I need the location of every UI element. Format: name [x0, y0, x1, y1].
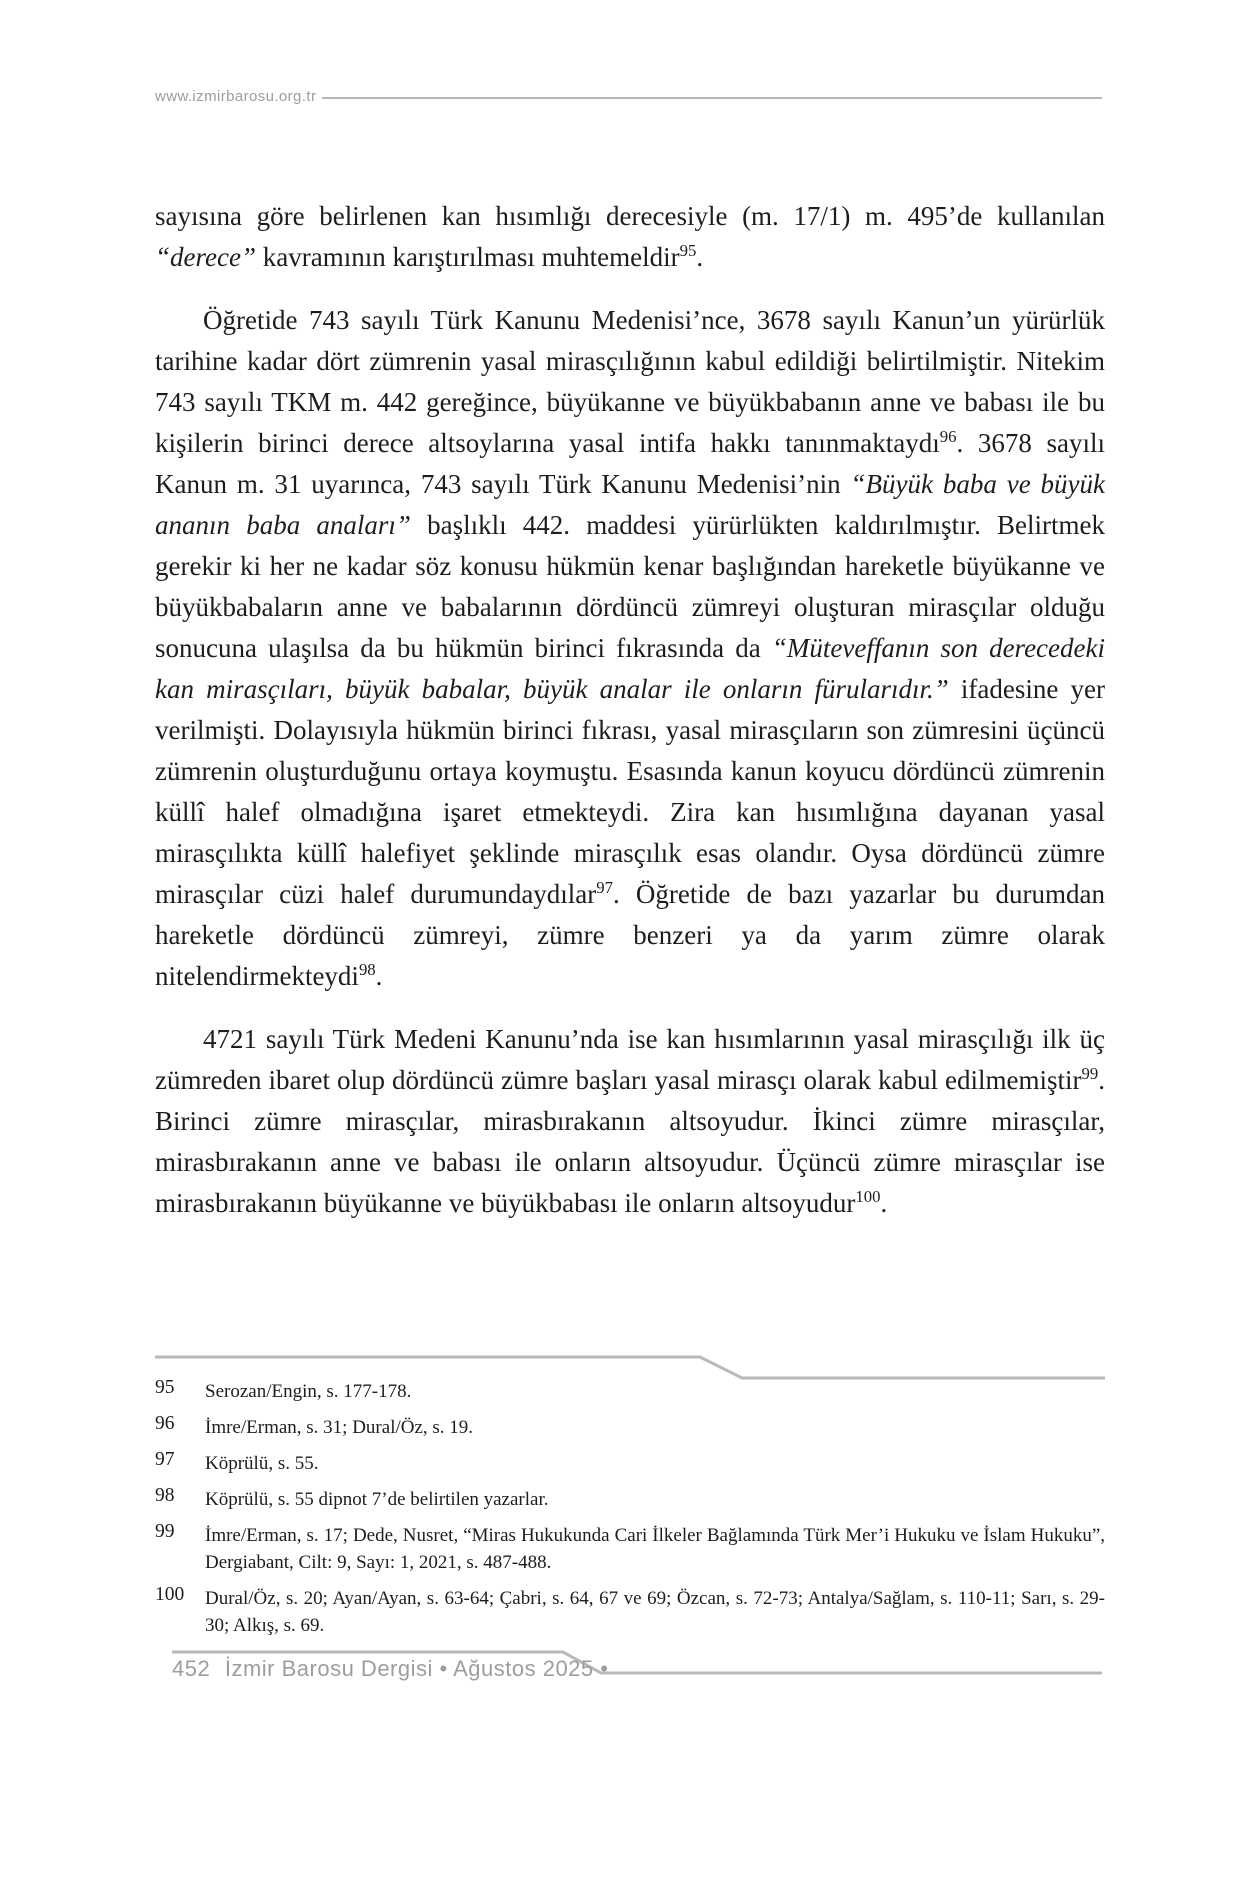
footnote-item [155, 1414, 1105, 1441]
page-number: 452 [172, 1656, 211, 1681]
paragraph [155, 300, 1105, 997]
text-run: . [375, 961, 383, 991]
footnote-text: İmre/Erman, s. 17; Dede, Nusret, “Miras Hukukunda Cari İlkeler Bağlamında Türk Mer’i Hukuku ve İslam Hukuku”, Dergiabant, Cilt: 9, Sayı: 1, 2021, s. 487-488. [205, 1525, 1105, 1573]
text-run: kavramının karıştırılması muhtemeldir [255, 242, 680, 272]
text-run: 4721 sayılı Türk Medeni Kanunu’nda ise kan hısımlarının yasal mirasçılığı ilk üç zümreden ibaret olup dördüncü zümre başları yasal mirasçı olarak kabul edilmemiştir [155, 1024, 1105, 1095]
header-website-url: www.izmirbarosu.org.tr [155, 88, 317, 105]
footnote-text: İmre/Erman, s. 31; Dural/Öz, s. 19. [205, 1417, 474, 1438]
footnote-text: Serozan/Engin, s. 177-178. [205, 1381, 412, 1402]
text-run: ifadesine yer verilmişti. Dolayısıyla hükmün birinci fıkrası, yasal mirasçıların son zümresini üçüncü zümrenin oluşturduğunu ortaya koymuştu. Esasında kanun koyucu dördüncü zümrenin küllî halef olmadığına işaret etmekteydi. Zira kan hısımlığına dayanan yasal mirasçılıkta küllî halefiyet şeklinde mirasçılık esas olandır. Oysa dördüncü zümre mirasçılar cüzi halef durumundaydılar [155, 674, 1105, 909]
text-run: başlıklı 442. maddesi yürürlükten kaldırılmıştır. Belirtmek gerekir ki her ne kadar söz konusu hükmün kenar başlığından hareketle büyükanne ve büyükbabaların anne ve babalarının dördüncü zümreyi oluşturan mirasçılar olduğu sonucuna ulaşılsa da bu hükmün birinci fıkrasında da [155, 510, 1105, 663]
footnote-reference: 95 [679, 241, 697, 260]
journal-title-line: İzmir Barosu Dergisi • Ağustos 2025 • [224, 1656, 609, 1681]
footnote-number: 99 [155, 1521, 175, 1542]
paragraph [155, 196, 1105, 278]
text-run: . [880, 1188, 888, 1218]
paragraph [155, 1019, 1105, 1224]
footnote-item [155, 1450, 1105, 1477]
footnote-item [155, 1585, 1105, 1639]
footnote-number: 96 [155, 1413, 175, 1434]
footnote-item [155, 1522, 1105, 1576]
footnote-item [155, 1486, 1105, 1513]
footnote-reference: 100 [855, 1187, 881, 1206]
text-run: “Müteveffanın son derecedeki kan mirasçıları, büyük babalar, büyük analar ile onların fürularıdır.” [155, 633, 1105, 704]
footnote-text: Köprülü, s. 55. [205, 1453, 319, 1474]
footnote-reference: 97 [596, 878, 614, 897]
text-run: “Büyük baba ve büyük ananın baba anaları” [155, 469, 1105, 540]
footnote-text: Dural/Öz, s. 20; Ayan/Ayan, s. 63-64; Çabri, s. 64, 67 ve 69; Özcan, s. 72-73; Antalya/Sağlam, s. 110-11; Sarı, s. 29-30; Alkış, s. 69. [205, 1588, 1105, 1636]
text-run: Öğretide 743 sayılı Türk Kanunu Medenisi’nce, 3678 sayılı Kanun’un yürürlük tarihine kadar dört zümrenin yasal mirasçılığının kabul edildiği belirtilmiştir. Nitekim 743 sayılı TKM m. 442 gereğince, büyükanne ve büyükbabanın anne ve babası ile bu kişilerin birinci derece altsoylarına yasal intifa hakkı tanınmaktaydı [155, 305, 1105, 458]
body-text [155, 196, 1105, 1246]
footnote-reference: 99 [1081, 1064, 1099, 1083]
text-run: “derece” [155, 242, 256, 272]
footnote-number: 100 [155, 1584, 185, 1605]
footnote-text: Köprülü, s. 55 dipnot 7’de belirtilen yazarlar. [205, 1489, 549, 1510]
footnote-number: 98 [155, 1485, 175, 1506]
text-run: . Öğretide de bazı yazarlar bu durumdan hareketle dördüncü zümreyi, zümre benzeri ya da yarım zümre olarak nitelendirmekteydi [155, 879, 1105, 991]
footnote-number: 97 [155, 1449, 175, 1470]
page-header [155, 88, 1102, 105]
footnotes-section [155, 1378, 1105, 1648]
page-footer [172, 1656, 608, 1682]
text-run: . [696, 242, 704, 272]
text-run: . 3678 sayılı Kanun m. 31 uyarınca, 743 sayılı Türk Kanunu Medenisi’nin [155, 428, 1105, 499]
footnote-number: 95 [155, 1377, 175, 1398]
footnote-reference: 96 [939, 427, 957, 446]
footnote-reference: 98 [358, 960, 376, 979]
header-rule [322, 97, 1102, 99]
text-run: sayısına göre belirlenen kan hısımlığı derecesiyle (m. 17/1) m. 495’de kullanılan [155, 201, 1105, 231]
footnote-item [155, 1378, 1105, 1405]
text-run: . Birinci zümre mirasçılar, mirasbırakanın altsoyudur. İkinci zümre mirasçılar, mirasbırakanın anne ve babası ile onların altsoyudur. Üçüncü zümre mirasçılar ise mirasbırakanın büyükanne ve büyükbabası ile onların altsoyudur [155, 1065, 1105, 1218]
